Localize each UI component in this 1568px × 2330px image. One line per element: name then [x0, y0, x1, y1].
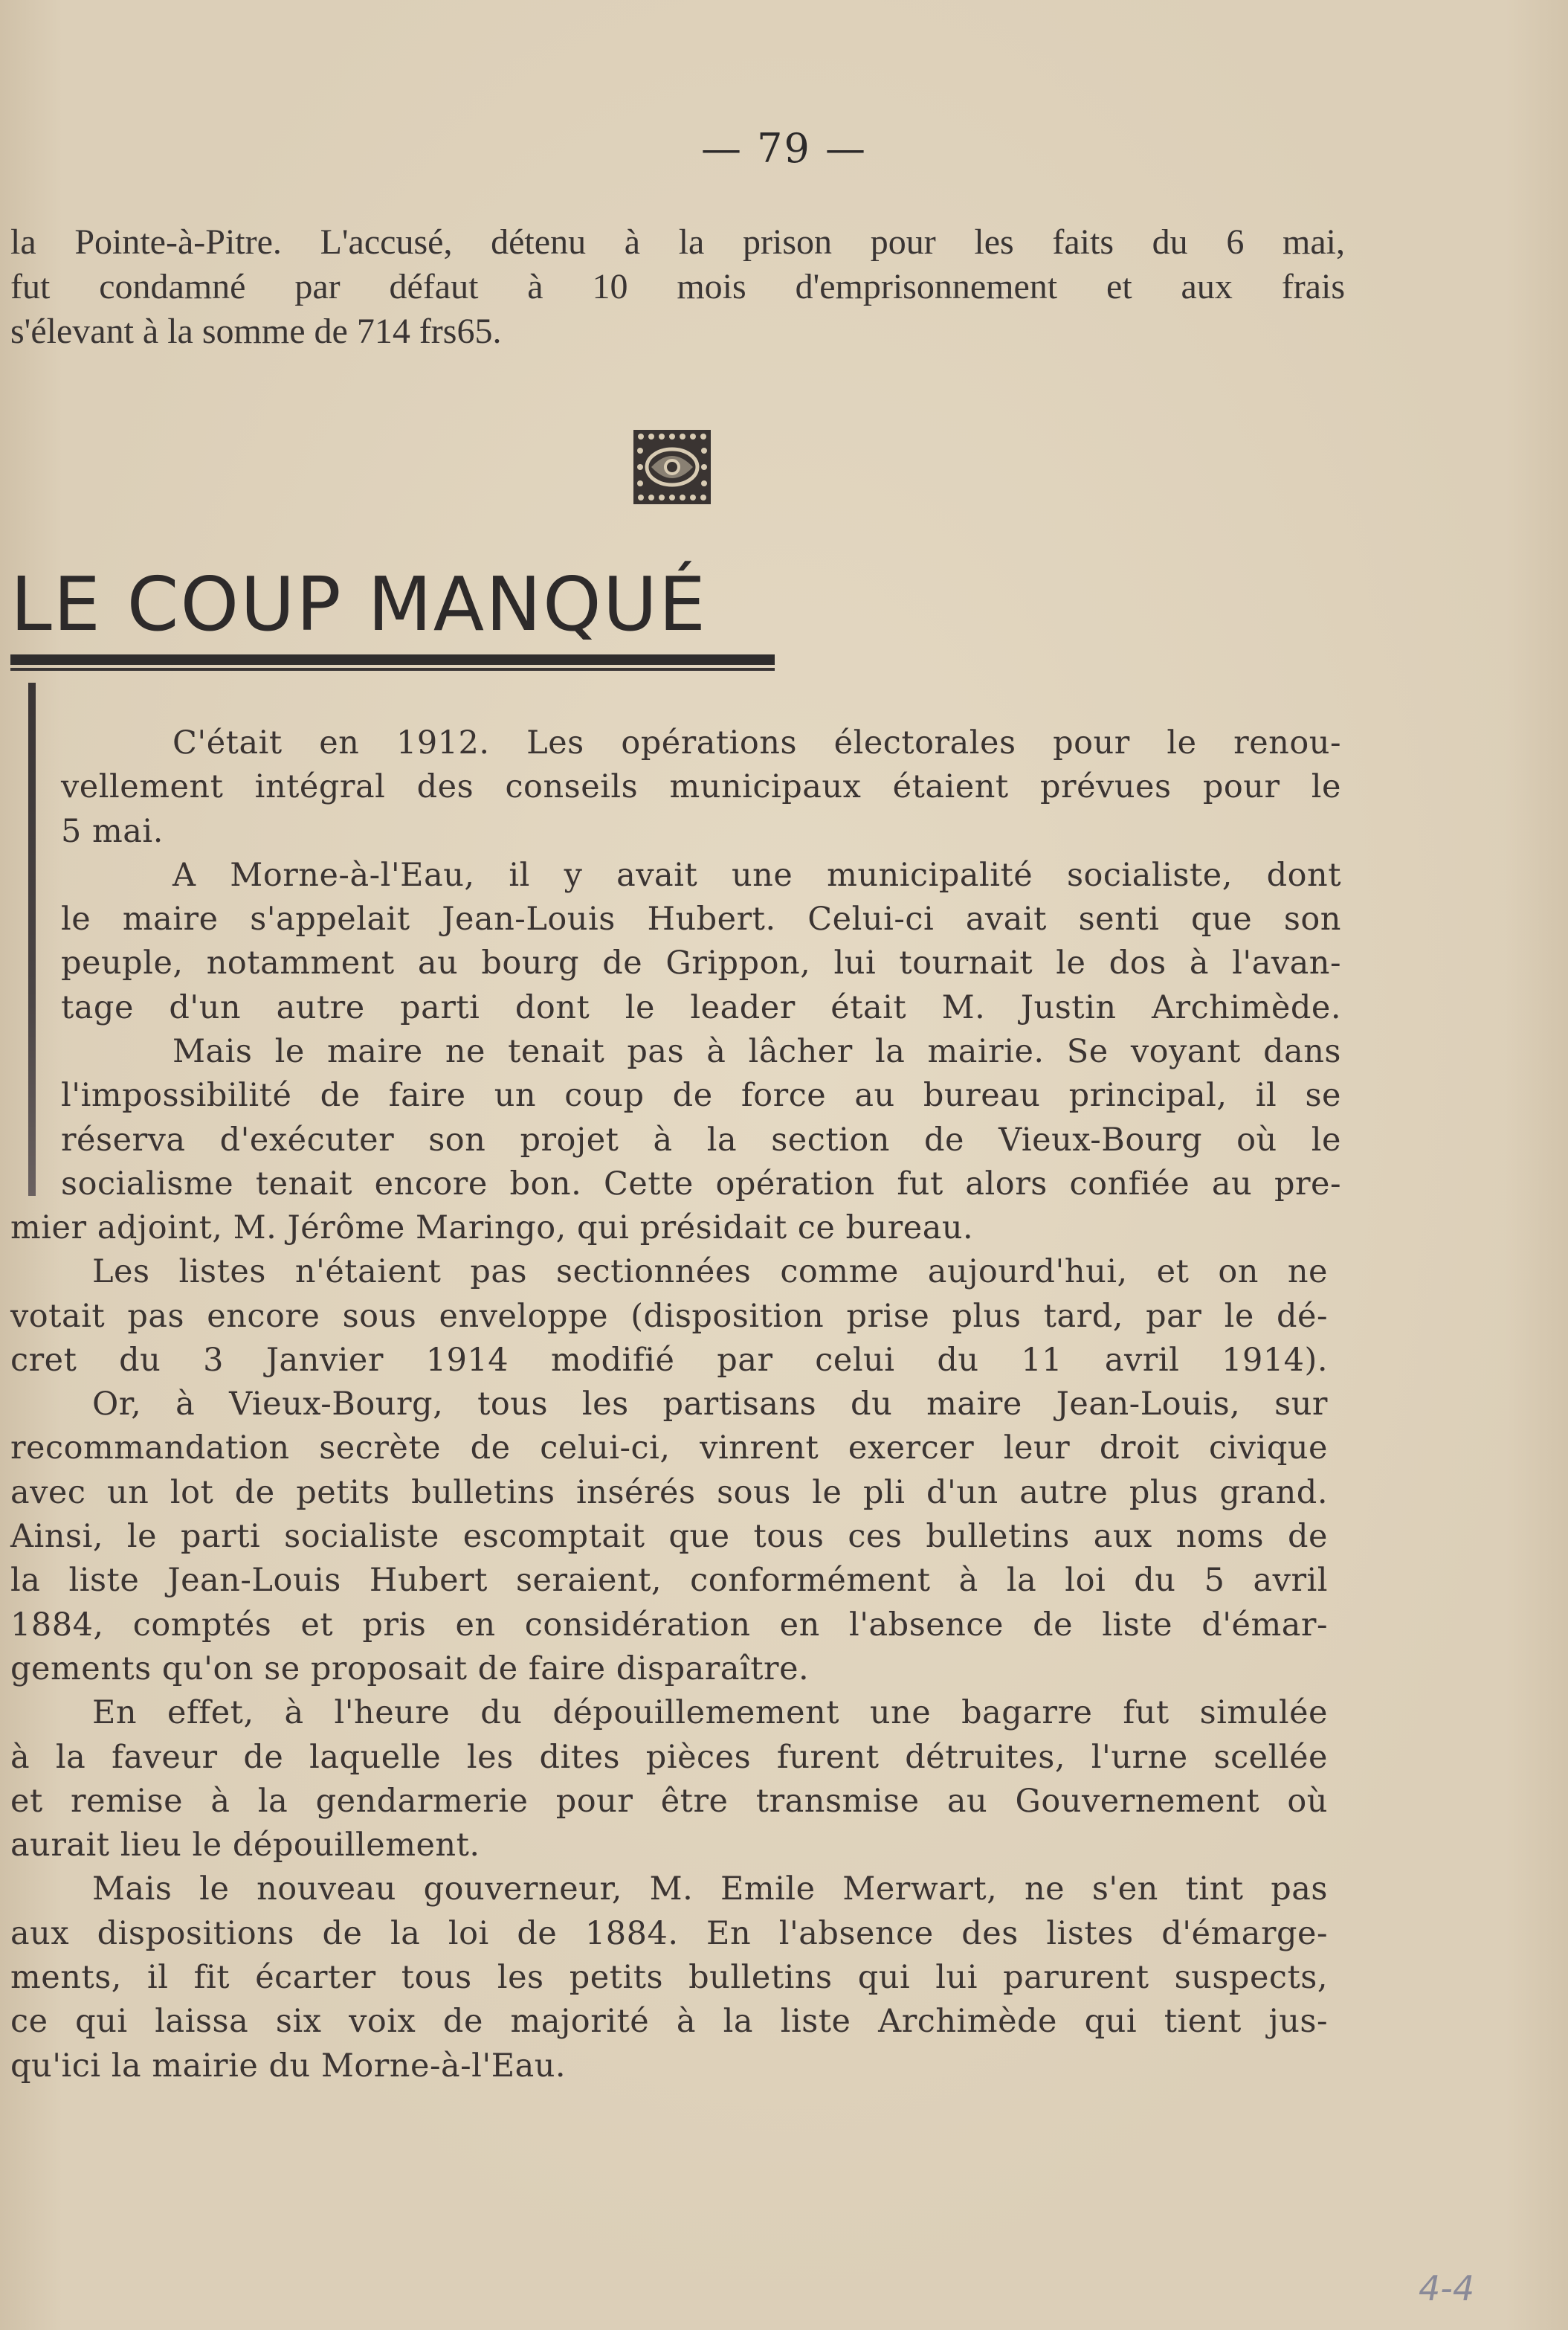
article-part-1: [61, 721, 1341, 1206]
article-line: 1884, comptés et pris en considération en l'absence de liste d'émar-: [10, 1606, 1328, 1644]
article-part-2: [10, 1206, 1328, 2088]
article-line: tage d'un autre parti dont le leader était M. Justin Archimède.: [61, 988, 1341, 1026]
article-line: Or, à Vieux-Bourg, tous les partisans du maire Jean-Louis, sur: [92, 1386, 1328, 1423]
article-line: la liste Jean-Louis Hubert seraient, conformément à la loi du 5 avril: [10, 1562, 1328, 1600]
article-line: le maire s'appelait Jean-Louis Hubert. Celui-ci avait senti que son: [61, 901, 1341, 939]
article-line: aurait lieu le dépouillement.: [10, 1827, 480, 1864]
intro-line: la Pointe-à-Pitre. L'accusé, détenu à la prison pour les faits du 6 mai,: [10, 222, 1345, 262]
intro-line: s'élevant à la somme de 714 frs65.: [10, 312, 502, 351]
article-line: cret du 3 Janvier 1914 modifié par celui du 11 avril 1914).: [10, 1341, 1328, 1379]
article-line: Ainsi, le parti socialiste escomptait que tous ces bulletins aux noms de: [10, 1518, 1328, 1556]
article-line: En effet, à l'heure du dépouillemement une bagarre fut simulée: [92, 1694, 1328, 1732]
article-line: avec un lot de petits bulletins insérés sous le pli d'un autre plus grand.: [10, 1473, 1328, 1511]
article-line: socialisme tenait encore bon. Cette opération fut alors confiée au pre-: [61, 1165, 1341, 1203]
article-line: votait pas encore sous enveloppe (disposition prise plus tard, par le dé-: [10, 1297, 1328, 1335]
article-line: aux dispositions de la loi de 1884. En l'absence des listes d'émarge-: [10, 1914, 1328, 1952]
article-line: l'impossibilité de faire un coup de force au bureau principal, il se: [61, 1077, 1341, 1115]
article-line: C'était en 1912. Les opérations électorales pour le renou-: [172, 724, 1341, 762]
article-line: peuple, notamment au bourg de Grippon, lui tournait le dos à l'avan-: [61, 944, 1341, 982]
article-line: ce qui laissa six voix de majorité à la liste Archimède qui tient jus-: [10, 2003, 1328, 2041]
article-line: et remise à la gendarmerie pour être transmise au Gouvernement où: [10, 1782, 1328, 1820]
article-line: 5 mai.: [61, 812, 164, 850]
ornamental-block-icon: [632, 428, 712, 506]
heading-underline: [10, 654, 775, 665]
article-line: recommandation secrète de celui-ci, vinrent exercer leur droit civique: [10, 1429, 1328, 1467]
page-number: — 79 —: [700, 125, 868, 172]
article-line: Mais le nouveau gouverneur, M. Emile Merwart, ne s'en tint pas: [92, 1870, 1328, 1908]
article-line: Les listes n'étaient pas sectionnées comme aujourd'hui, et on ne: [92, 1253, 1328, 1291]
intro-line: fut condamné par défaut à 10 mois d'emprisonnement et aux frais: [10, 267, 1345, 306]
article-line: réserva d'exécuter son projet à la section de Vieux-Bourg où le: [61, 1121, 1341, 1159]
margin-bar: [28, 683, 36, 1196]
article-line: Mais le maire ne tenait pas à lâcher la mairie. Se voyant dans: [172, 1033, 1341, 1071]
intro-paragraph: [10, 220, 1349, 354]
article-line: à la faveur de laquelle les dites pièces furent détruites, l'urne scellée: [10, 1738, 1328, 1776]
article-line: mier adjoint, M. Jérôme Maringo, qui présidait ce bureau.: [10, 1209, 974, 1246]
article-line: qu'ici la mairie du Morne-à-l'Eau.: [10, 2047, 567, 2085]
article-line: A Morne-à-l'Eau, il y avait une municipalité socialiste, dont: [172, 856, 1341, 894]
section-heading: LE COUP MANQUÉ: [10, 561, 708, 648]
heading-underline-thin: [10, 668, 775, 671]
article-line: ments, il fit écarter tous les petits bulletins qui lui parurent suspects,: [10, 1959, 1328, 1997]
article-line: gements qu'on se proposait de faire disparaître.: [10, 1650, 810, 1687]
handwritten-note: 4-4: [1419, 2268, 1475, 2308]
article-line: vellement intégral des conseils municipaux étaient prévues pour le: [61, 768, 1341, 806]
